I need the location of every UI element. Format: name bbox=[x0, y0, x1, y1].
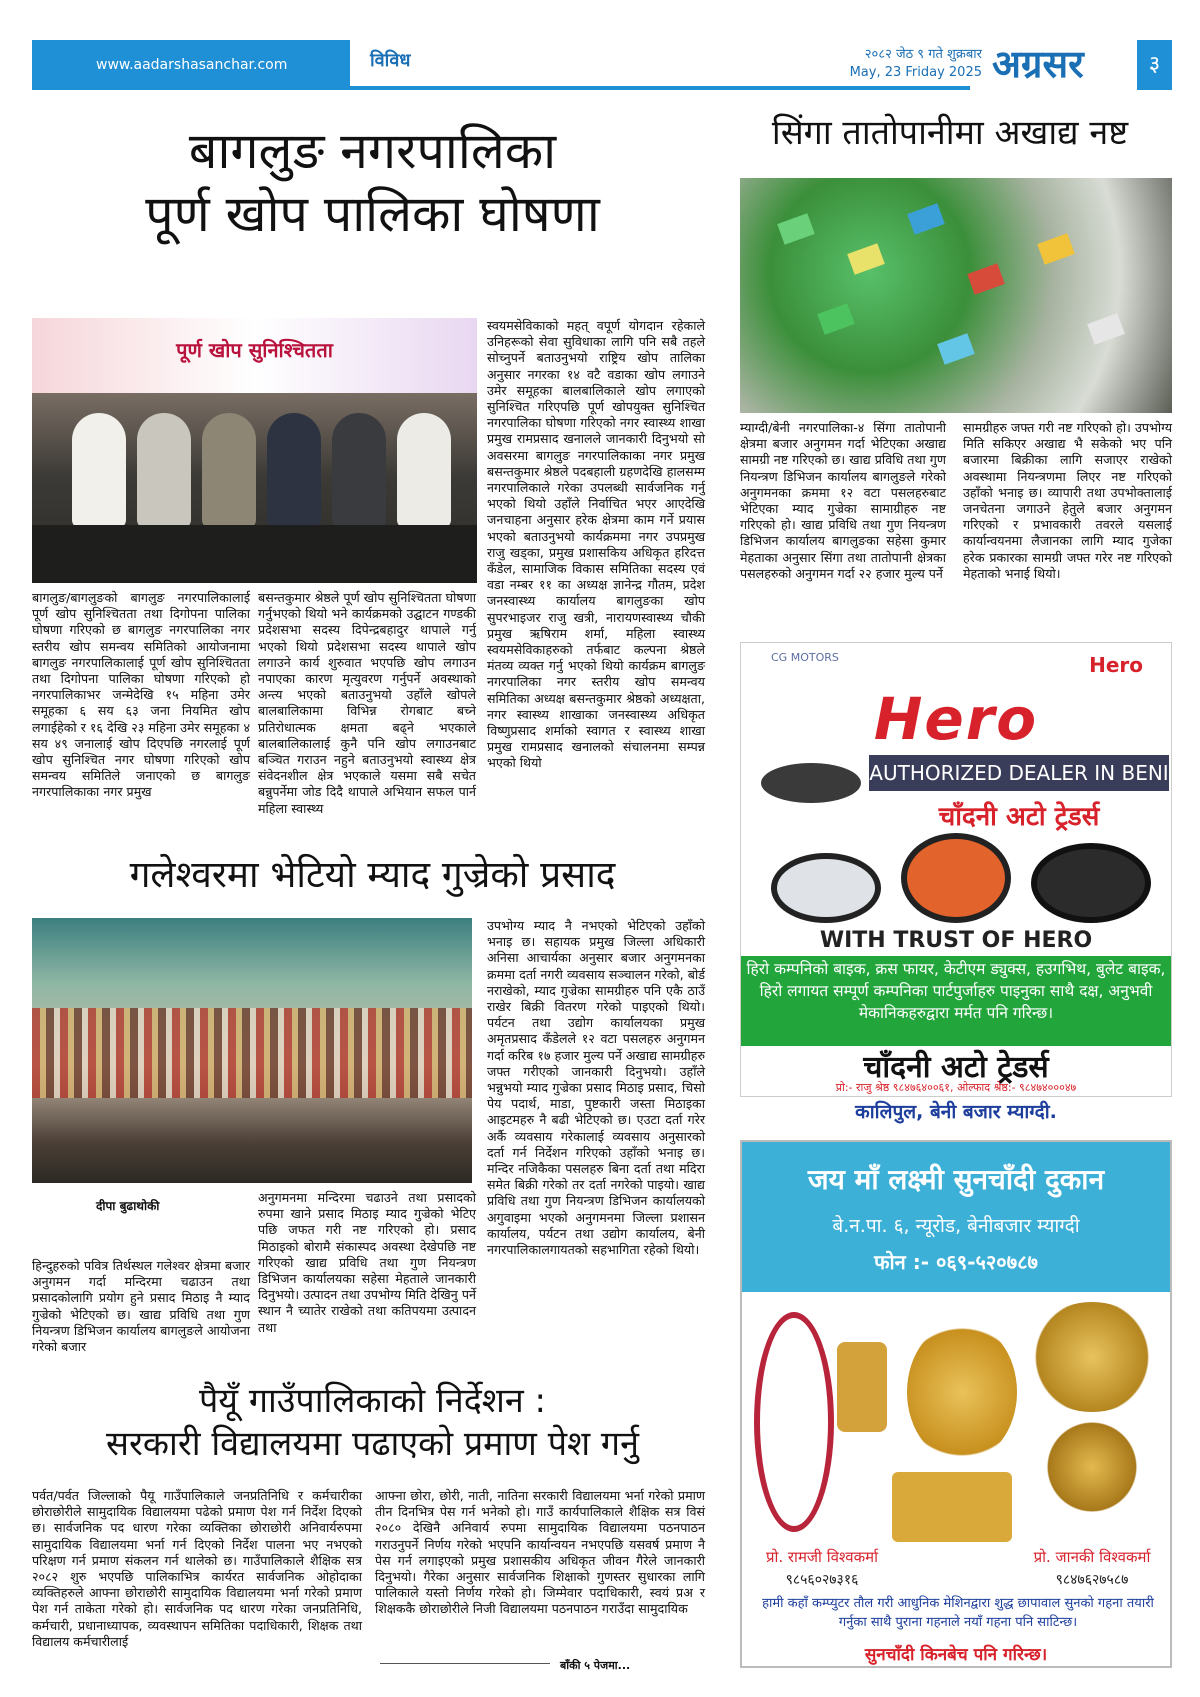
packet bbox=[817, 303, 855, 335]
motorcycle-image bbox=[1031, 843, 1151, 923]
stage-table bbox=[32, 525, 477, 583]
motorcycle-image bbox=[901, 833, 1011, 923]
jewelry-service-description: हामी कहाँ कम्प्युटर तौल गरी आधुनिक मेशिनद्वारा शुद्ध छापावाल सुनको गहना तयारी गर्नुका साथै पुराना गहनाले नयाँ गहना पनि साटिन्छ। bbox=[762, 1596, 1154, 1630]
cg-motors-logo: CG MOTORS bbox=[771, 651, 839, 664]
jewelry-shop-address: बे.न.पा. ६, न्यूरोड, बेनीबजार म्याग्दी bbox=[832, 1215, 1080, 1237]
article3-column-1: हिन्दुहरुको पवित्र तिर्थस्थल गलेश्वर क्षेत्रमा बजार अनुगमन गर्दा मन्दिरमा चढाउन तथा प्रसादकोलागि प्रयोग हुने प्रसाद मिठाइ नै म्याद गुज्रेको भेटिएको छ। खाद्य प्रविधि तथा गुण नियन्त्रण डिभिजन कार्यालय बागलुङले आयोजना गरेको बजार bbox=[32, 1258, 250, 1355]
contact-numbers: प्रो:- राजु श्रेष्ठ ९८४७६४००६१, ओल्फाद श्रेष्ठ:- ९८४७४०००४७ bbox=[835, 1081, 1077, 1094]
event-banner-text: पूर्ण खोप सुनिश्चितता bbox=[176, 338, 333, 362]
article4-column-1: पर्वत/पर्वत जिल्लाको पैयू गाउँपालिकाले जनप्रतिनिधि र कर्मचारीका छोराछोरीले सामुदायिक विद्यालयमा पढेको प्रमाण पेश गर्न निर्देश दिएको छ। सार्वजनिक पद धारण गरेका व्यक्तिका छोराछोरी अनिवार्यरुपमा सामुदायिक विद्यालयमा भर्ना गर्न दिएको निर्देश पालना भए नभएको परिक्षण गर्न प्रमाण संकलन गर्न थालेको छ। गाउँपालिकाले शैक्षिक सत्र २०८२ शुरु भएपछि पालिकाभित्र कार्यरत सार्वजनिक ओहोदाका व्यक्तिहरुले आफ्ना छोराछोरी सामुदायिक विद्यालयमा भर्ना गरेको प्रमाण पेश गर्न ताकेता गरेको हो। सार्वजनिक पद धारण गरेका जनप्रतिनिधि, कर्मचारी, प्रधानाध्यापक, व्यवस्थापन समितिका पदाधिकारी, शिक्षक तथा विद्यालय कर्मचारीलाई bbox=[32, 1488, 362, 1649]
packet bbox=[937, 333, 975, 365]
packet bbox=[847, 243, 885, 275]
article4-headline bbox=[40, 1380, 705, 1465]
proprietor-1-name: प्रो. रामजी विश्वकर्मा bbox=[765, 1548, 879, 1566]
necklace-icon bbox=[754, 1312, 834, 1532]
buy-sell-note: सुनचाँदी किनबेच पनि गरिन्छ। bbox=[864, 1645, 1048, 1665]
person-figure bbox=[202, 413, 256, 528]
hero-logo-small: Hero bbox=[1089, 653, 1143, 677]
tagline: WITH TRUST OF HERO bbox=[819, 928, 1093, 953]
gold-necklace-icon bbox=[907, 1322, 1017, 1462]
shop-location: कालिपुल, बेनी बजार म्याग्दी. bbox=[855, 1101, 1057, 1123]
article2-column-2: सामग्रीहरु जफ्त गरी नष्ट गरिएको हो। उपभोग्य मिति सकिएर अखाद्य भै सकेको भए पनि बजारमा बिक्रीका लागि सजाएर राखेको अवस्थामा नियन्त्रणमा लिएर नष्ट गरिएको उहाँको भनाइ छ। व्यापारी तथा उपभोक्तालाई जनचेतना जगाउने हेतुले बजार अनुगमन गरिएको र प्रभावकारी तवरले यसलाई कार्यान्वयनमा लैजानका लागि म्याद गुजेका हरेक प्रकारका सामग्री जफ्त गरेर नष्ट गरिएको मेहताको भनाई थियो। bbox=[963, 420, 1172, 581]
article4-headline-line1: पैयूँ गाउँपालिकाको निर्देशन : bbox=[198, 1381, 547, 1421]
vaccination-event-photo bbox=[32, 318, 477, 583]
website-url[interactable]: www.aadarshasanchar.com bbox=[32, 40, 350, 90]
photo-caption: दीपा बुढाथोकी bbox=[96, 1199, 160, 1213]
article3-column-3: उपभोग्य म्याद नै नभएको भेटिएको उहाँको भनाइ छ। सहायक प्रमुख जिल्ला अधिकारी अनिसा आचार्यका अनुसार बजार अनुगमनका क्रममा दर्ता नगरी व्यवसाय सञ्चालन गरेको, बोर्ड नराखेको, म्याद गुज्रेका सामग्रीहरु पनि एकै ठाउँ राखेर बिक्री वितरण गरेको पाइएको थियो। पर्यटन तथा उद्योग कार्यालयका प्रमुख अमृतप्रसाद कँडेलले १२ वटा पसलहरु अनुगमन गर्दा करिब १७ हजार मुल्य पर्ने अखाद्य सामग्रीहरु जफ्त गरीएको जानकारी दिनुभयो। उहाँले भन्नुभयो म्याद गुज्रेका प्रसाद मिठाइ प्रसाद, चिसो पेय पदार्थ, माडा, पुष्टकारी जस्ता मिठाइका आइटमहरु नै बढी भेटिएको छ। एउटा दर्ता गरेर अर्कै व्यवसाय गरेकालाई व्यवसाय अनुसारको दर्ता गर्न निर्देशन गरिएको उहाँको भनाइ छ। मन्दिर नजिकैका पसलहरु बिना दर्ता तथा मदिरा समेत बिक्री गरेको तर दर्ता नगरेको पाइयो। खाद्य प्रविधि तथा गुण नियन्त्रण डिभिजन कार्यालयको अगुवाइमा भएको अनुगमनमा जिल्ला प्रशासन कार्यालय, पर्यटन तथा उद्योग कार्यालय, बेनी नगरपालिकालगायतको सहभागिता रहेको थियो। bbox=[487, 918, 705, 1258]
header-divider bbox=[350, 86, 970, 90]
person-figure bbox=[72, 413, 126, 528]
footer-rule bbox=[380, 1663, 550, 1664]
ring-icon bbox=[1042, 1422, 1142, 1512]
packet bbox=[907, 203, 945, 235]
date-english: May, 23 Friday 2025 bbox=[849, 65, 982, 80]
market-stall bbox=[32, 1008, 472, 1098]
article4-column-2: आफ्ना छोरा, छोरी, नाती, नातिना सरकारी विद्यालयमा भर्ना गरेको प्रमाण तीन दिनभित्र पेस गर्न भनेको हो। गाउँ कार्यपालिकाले शैक्षिक सत्र विसं २०८० देखिनै अनिवार्य रुपमा सामुदायिक विद्यालयमा पठनपाठन गराउनुपर्ने निर्णय गरेको भएपनि कार्यान्वयन नभएपछि यसवर्ष प्रमाण नै पेस गर्न लगाइएको प्रमुख प्रशासकीय अधिकृत जीवन गैरेले जानकारी दिनुभयो। गैरेका अनुसार सार्वजनिक शिक्षाको गुणस्तर सुधारका लागि पालिकाले यस्तो निर्णय गरेको हो। जिम्मेवार पदाधिकारी, स्वयं प्रअ र शिक्षककै छोराछोरीले निजी विद्यालयमा पठनपाठन गराउँदा सामुदायिक bbox=[375, 1488, 705, 1617]
article3-headline: गलेश्वरमा भेटियो म्याद गुज्रेको प्रसाद bbox=[129, 853, 616, 896]
ad-header-band bbox=[742, 1142, 1170, 1292]
gold-bar-icon bbox=[892, 1472, 1012, 1542]
proprietor-2-phone: ९८४७६२७५८७ bbox=[1055, 1572, 1129, 1588]
person-figure bbox=[137, 413, 191, 528]
packet bbox=[777, 213, 815, 245]
galeshwor-market-photo bbox=[32, 918, 472, 1183]
article3-column-2: अनुगमनमा मन्दिरमा चढाउने तथा प्रसादको रुपमा खाने प्रसाद मिठाइ म्याद गुज्रेको भेटिए पछि जफत गरी नष्ट गरिएको हो। प्रसाद मिठाइको बोरामै संकास्पद अवस्था देखेपछि नष्ट गरिएको खाद्य प्रविधि तथा गुण नियन्त्रण डिभिजन कार्यालयका सहेसा मेहताले जानकारी दिनुभयो। उत्पादन तथा उपभोग्य मिति देखिनु पर्ने स्थान नै च्यातेर राखेको तथा कतिपयमा उत्पादन तथा bbox=[258, 1190, 476, 1335]
packet bbox=[1037, 233, 1075, 265]
article1-column-3: स्वयमसेविकाको महत् वपूर्ण योगदान रहेकाले उनिहरूको सेवा सुविधाका लागि पनि सबै तहले सोच्नुपर्ने बताउनुभयो राष्ट्रिय खोप तालिका अनुसार नगरका १४ वटै वडाका खोप लगाउने उमेर समूहका बालबालिकाले खोप लगाएको सुनिश्चित गरिएपछि पूर्ण खोपयुक्त सुनिश्चित नगरपालिका घोषणा गरिएको नगर स्वास्थ्य शाखा प्रमुख रामप्रसाद खनालले जानकारी दिनुभयो सो अवसरमा बागलुङ नगरपालिकाका नगर प्रमुख बसन्तकुमार श्रेष्ठले पदबहाली ग्रहणदेखि हालसम्म नगरपालिकाले गरेका उपलब्धी सार्वजनिक गर्नु भएको थियो उहाँले निर्वाचित भएर आएदेखि जनचाहना अनुसार हरेक क्षेत्रमा काम गर्ने प्रयास भएको बताउनुभयो कार्यक्रममा नगर उपप्रमुख राजु खड्का, प्रमुख प्रशासकिय अधिकृत हरिदत्त कँडेल, सामाजिक विकास समितिका सदस्य एवं वडा नम्बर ११ का अध्यक्ष ज्ञानेन्द्र गौतम, प्रदेश जनस्वास्थ्य कार्यालय बागलुङका खोप सुपरभाइजर राजु खत्री, नारायणस्वास्थ्य चौकी प्रमुख ऋषिराम शर्मा, महिला स्वास्थ्य स्वयमसेविकाहरुको तर्फबाट कल्पना श्रेष्ठले मंतव्य व्यक्त गर्नु भएको थियो कार्यक्रम बागलुङ नगरपालिका नगर स्तरीय खोप समन्वय समितिका अध्यक्ष बसन्तकुमार श्रेष्ठको अध्यक्षता, नगर स्वास्थ्य शाखाका जनस्वास्थ्य अधिकृत विष्णुप्रसाद शर्माको स्वागत र स्वास्थ्य शाखा प्रमुख रामप्रसाद खनालको संचालनमा सम्पन्न भएको थियो bbox=[487, 318, 705, 771]
newspaper-logo: अग्रसर bbox=[992, 41, 1084, 86]
article2-headline: सिंगा तातोपानीमा अखाद्य नष्ट bbox=[771, 113, 1129, 153]
article1-headline-line2: पूर्ण खोप पालिका घोषणा bbox=[145, 184, 600, 243]
jewelry-shop-advertisement[interactable] bbox=[740, 1140, 1172, 1668]
page-number: ३ bbox=[1137, 40, 1172, 90]
continued-note: बाँकी ५ पेजमा... bbox=[560, 1659, 631, 1672]
issue-date bbox=[802, 46, 982, 82]
hero-logo-large: Hero bbox=[873, 685, 1039, 753]
authorized-dealer-banner: AUTHORIZED DEALER IN BENI bbox=[869, 755, 1169, 791]
article4-headline-line2: सरकारी विद्यालयमा पढाएको प्रमाण पेश गर्नु bbox=[106, 1423, 639, 1464]
proprietor-2-name: प्रो. जानकी विश्वकर्मा bbox=[1033, 1548, 1151, 1566]
jewelry-shop-name: जय माँ लक्ष्मी सुनचाँदी दुकान bbox=[807, 1163, 1105, 1196]
earrings-icon bbox=[1027, 1302, 1157, 1412]
person-figure bbox=[267, 413, 321, 528]
motorcycle-image bbox=[761, 763, 861, 803]
article1-headline bbox=[40, 120, 705, 245]
person-figure bbox=[332, 413, 386, 528]
person-figure bbox=[397, 413, 451, 528]
proprietor-1-phone: ९८५६०२७३१६ bbox=[785, 1572, 859, 1588]
services-description: हिरो कम्पनिको बाइक, क्रस फायर, केटीएम ड्युक्स, हउगभिथ, बुलेट बाइक, हिरो लगायत सम्पूर्ण कम्पनिका पार्टपुर्जाहरु पाइनुका साथै दक्ष, अनुभवी मेकानिकहरुद्वारा मर्मत पनि गरिन्छ। bbox=[741, 956, 1171, 1046]
hero-dealer-advertisement[interactable] bbox=[740, 642, 1172, 1097]
section-name: विविध bbox=[370, 50, 411, 71]
packet bbox=[967, 263, 1005, 295]
packet bbox=[1087, 313, 1125, 345]
motorcycle-image bbox=[771, 853, 881, 923]
article1-column-1: बागलुङ/बागलुङको बागलुङ नगरपालिकालाई पूर्ण खोप सुनिश्चितता तथा दिगोपना पालिका घोषणा गरिएको छ बागलुङ नगरपालिका नगर स्तरीय खोप समन्वय समितिको आयोजनामा बागलुङ नगरपालिकालाई पूर्ण खोप सुनिश्चितता तथा दिगोपना पालिका घोषणा गरिएको हो नगरपालिकाभर जन्मेदेखि १५ महिना उमेर समूहका ६ सय ६३ जना नियमित खोप लगाईहेको र १६ देखि २३ महिना उमेर समूहका ४ सय ४९ जनालाई खोप दिएपछि नगरलाई पूर्ण खोप सुनिश्चित नगर घोषणा गरिएको खोप समन्वय समितिले जनाएको छ बागलुङ नगरपालिकाका नगर प्रमुख bbox=[32, 590, 250, 800]
jewelry-shop-phone: फोन :- ०६९-५२०७८७ bbox=[874, 1250, 1038, 1274]
shop-name: चाँदनी अटो ट्रेडर्स bbox=[938, 802, 1100, 832]
bangle-icon bbox=[837, 1342, 887, 1432]
article2-column-1: म्याग्दी/बेनी नगरपालिका-४ सिंगा तातोपानी क्षेत्रमा बजार अनुगमन गर्दा भेटिएका अखाद्य सामग्री नष्ट गरिएको छ। खाद्य प्रविधि तथा गुण नियन्त्रण डिभिजन कार्यालय बागलुङले गरेको अनुगमनका क्रममा १२ वटा पसलहरुबाट भेटिएका म्याद गुज्रेका सामाग्रीहरु नष्ट गरिएको हो। खाद्य प्रविधि तथा गुण नियन्त्रण डिभिजन कार्यालय बागलुङका सहेसा कुमार मेहताका अनुसार सिंगा तथा तातोपानी क्षेत्रका पसलहरुको अनुगमन गर्दा २२ हजार मुल्य पर्ने bbox=[740, 420, 946, 581]
masthead bbox=[32, 40, 1172, 90]
event-banner bbox=[32, 318, 477, 393]
date-nepali: २०८२ जेठ ९ गते शुक्रबार bbox=[864, 47, 982, 62]
article1-headline-line1: बागलुङ नगरपालिका bbox=[188, 122, 557, 180]
shop-name-bottom: चाँदनी अटो ट्रेडर्स bbox=[863, 1050, 1049, 1085]
article1-column-2: बसन्तकुमार श्रेष्ठले पूर्ण खोप सुनिश्चितता घोषणा गर्नुभएको थियो भने कार्यक्रमको उद्घाटन गण्डकी प्रदेशसभा सदस्य दिपेन्द्रबहादुर थापाले गर्नु भएको थियो प्रदेशसभा सदस्य थापाले खोप लगाउने कार्य शुरुवात भएपछि खोप लगाउन नपाएका कारण मृत्युवरण गर्नुपर्ने अवस्थाको अन्त्य भएको बताउनुभयो उहाँले खोपले बालबालिकामा विभिन्न रोगबाट बच्ने प्रतिरोधात्मक क्षमता बढ्ने भएकाले बालबालिकालाई कुनै पनि खोप लगाउनबाट बञ्चित गराउन नहुने बताउनुभयो स्वास्थ्य क्षेत्र संवेदनशील क्षेत्र भएकाले यसमा सबै सचेत बन्नुपर्नेमा जोड दिदै थापाले अभियान सफल पार्न महिला स्वास्थ्य bbox=[258, 590, 476, 816]
destroyed-food-photo bbox=[740, 178, 1172, 413]
